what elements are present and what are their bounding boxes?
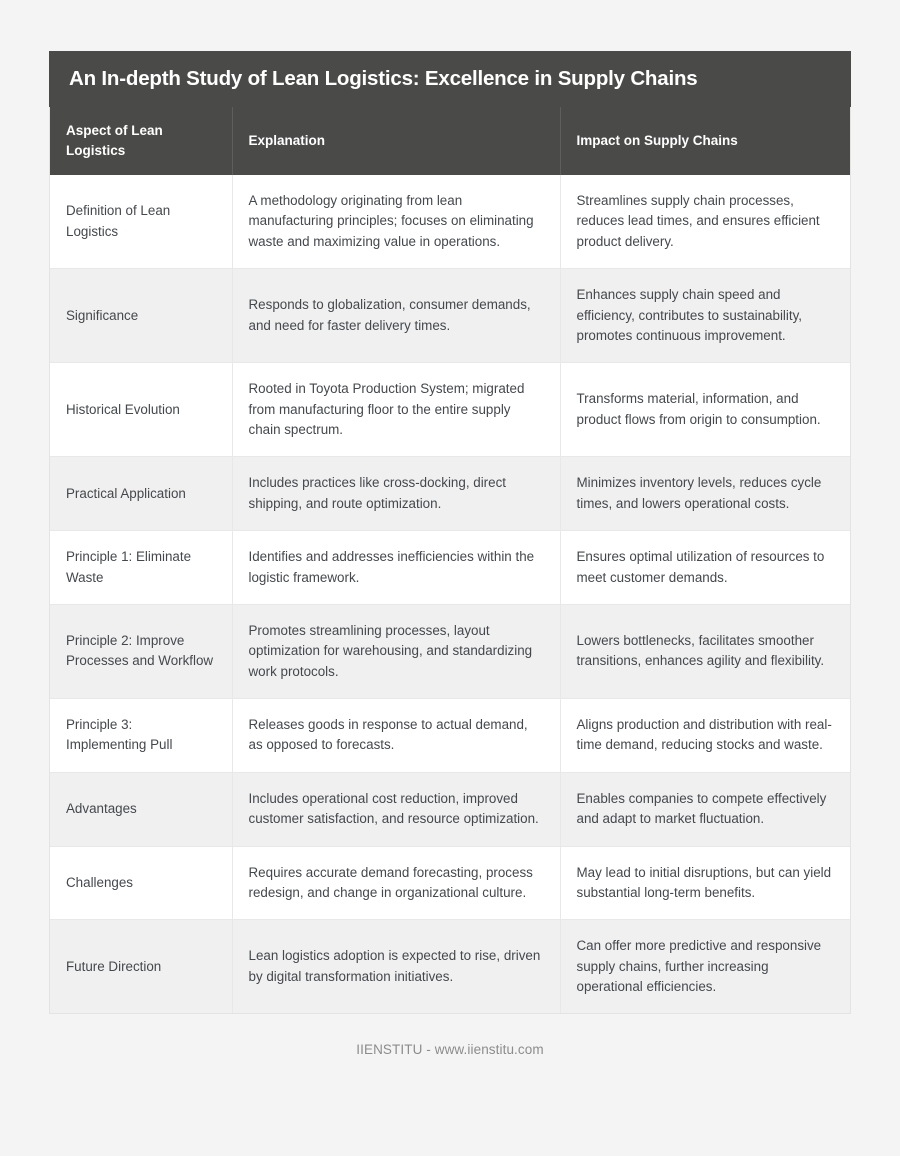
- table-row: [50, 699, 851, 773]
- cell-impact: Aligns production and distribution with real-time demand, reducing stocks and waste.: [560, 699, 851, 773]
- cell-aspect: Principle 3: Implementing Pull: [50, 699, 232, 773]
- page-title: An In-depth Study of Lean Logistics: Excellence in Supply Chains: [69, 66, 698, 90]
- cell-explanation: Includes practices like cross-docking, direct shipping, and route optimization.: [232, 457, 560, 531]
- table-header-row: [50, 107, 851, 175]
- cell-aspect: Principle 1: Eliminate Waste: [50, 531, 232, 605]
- table-row: [50, 531, 851, 605]
- cell-impact: Streamlines supply chain processes, reduces lead times, and ensures efficient product delivery.: [560, 175, 851, 269]
- cell-explanation: Promotes streamlining processes, layout optimization for warehousing, and standardizing work protocols.: [232, 604, 560, 698]
- cell-explanation: A methodology originating from lean manufacturing principles; focuses on eliminating waste and maximizing value in operations.: [232, 175, 560, 269]
- table: [50, 107, 851, 1013]
- table-row: [50, 363, 851, 457]
- table-row: [50, 457, 851, 531]
- table-body: [50, 175, 851, 1013]
- cell-aspect: Future Direction: [50, 920, 232, 1014]
- column-header-impact: Impact on Supply Chains: [576, 133, 738, 149]
- table-row: [50, 772, 851, 846]
- cell-impact: Ensures optimal utilization of resources to meet customer demands.: [560, 531, 851, 605]
- cell-explanation: Includes operational cost reduction, improved customer satisfaction, and resource optimization.: [232, 772, 560, 846]
- cell-aspect: Advantages: [50, 772, 232, 846]
- cell-explanation: Rooted in Toyota Production System; migrated from manufacturing floor to the entire supply chain spectrum.: [232, 363, 560, 457]
- cell-impact: Enhances supply chain speed and efficiency, contributes to sustainability, promotes continuous improvement.: [560, 269, 851, 363]
- cell-explanation: Requires accurate demand forecasting, process redesign, and change in organizational culture.: [232, 846, 560, 920]
- cell-impact: Lowers bottlenecks, facilitates smoother transitions, enhances agility and flexibility.: [560, 604, 851, 698]
- cell-impact: Transforms material, information, and product flows from origin to consumption.: [560, 363, 851, 457]
- cell-aspect: Definition of Lean Logistics: [50, 175, 232, 269]
- cell-aspect: Practical Application: [50, 457, 232, 531]
- table-row: [50, 175, 851, 269]
- cell-explanation: Responds to globalization, consumer demands, and need for faster delivery times.: [232, 269, 560, 363]
- table-row: [50, 846, 851, 920]
- column-header-explanation: Explanation: [232, 107, 560, 175]
- document-title-bar: [49, 51, 851, 107]
- table-row: [50, 269, 851, 363]
- cell-aspect: Challenges: [50, 846, 232, 920]
- table-row: [50, 920, 851, 1014]
- column-header-aspect: Aspect of Lean Logistics: [50, 107, 232, 175]
- cell-aspect: Historical Evolution: [50, 363, 232, 457]
- cell-aspect: Significance: [50, 269, 232, 363]
- cell-impact: Can offer more predictive and responsive supply chains, further increasing operational efficiencies.: [560, 920, 851, 1014]
- cell-explanation: Identifies and addresses inefficiencies within the logistic framework.: [232, 531, 560, 605]
- lean-logistics-table: [49, 107, 851, 1014]
- cell-impact: Minimizes inventory levels, reduces cycle times, and lowers operational costs.: [560, 457, 851, 531]
- cell-impact: Enables companies to compete effectively and adapt to market fluctuation.: [560, 772, 851, 846]
- table-header: [50, 107, 851, 175]
- cell-explanation: Releases goods in response to actual demand, as opposed to forecasts.: [232, 699, 560, 773]
- cell-impact: May lead to initial disruptions, but can yield substantial long-term benefits.: [560, 846, 851, 920]
- cell-aspect: Principle 2: Improve Processes and Workflow: [50, 604, 232, 698]
- table-row: [50, 604, 851, 698]
- cell-explanation: Lean logistics adoption is expected to rise, driven by digital transformation initiatives.: [232, 920, 560, 1014]
- footer-attribution: IIENSTITU - www.iienstitu.com: [356, 1042, 544, 1058]
